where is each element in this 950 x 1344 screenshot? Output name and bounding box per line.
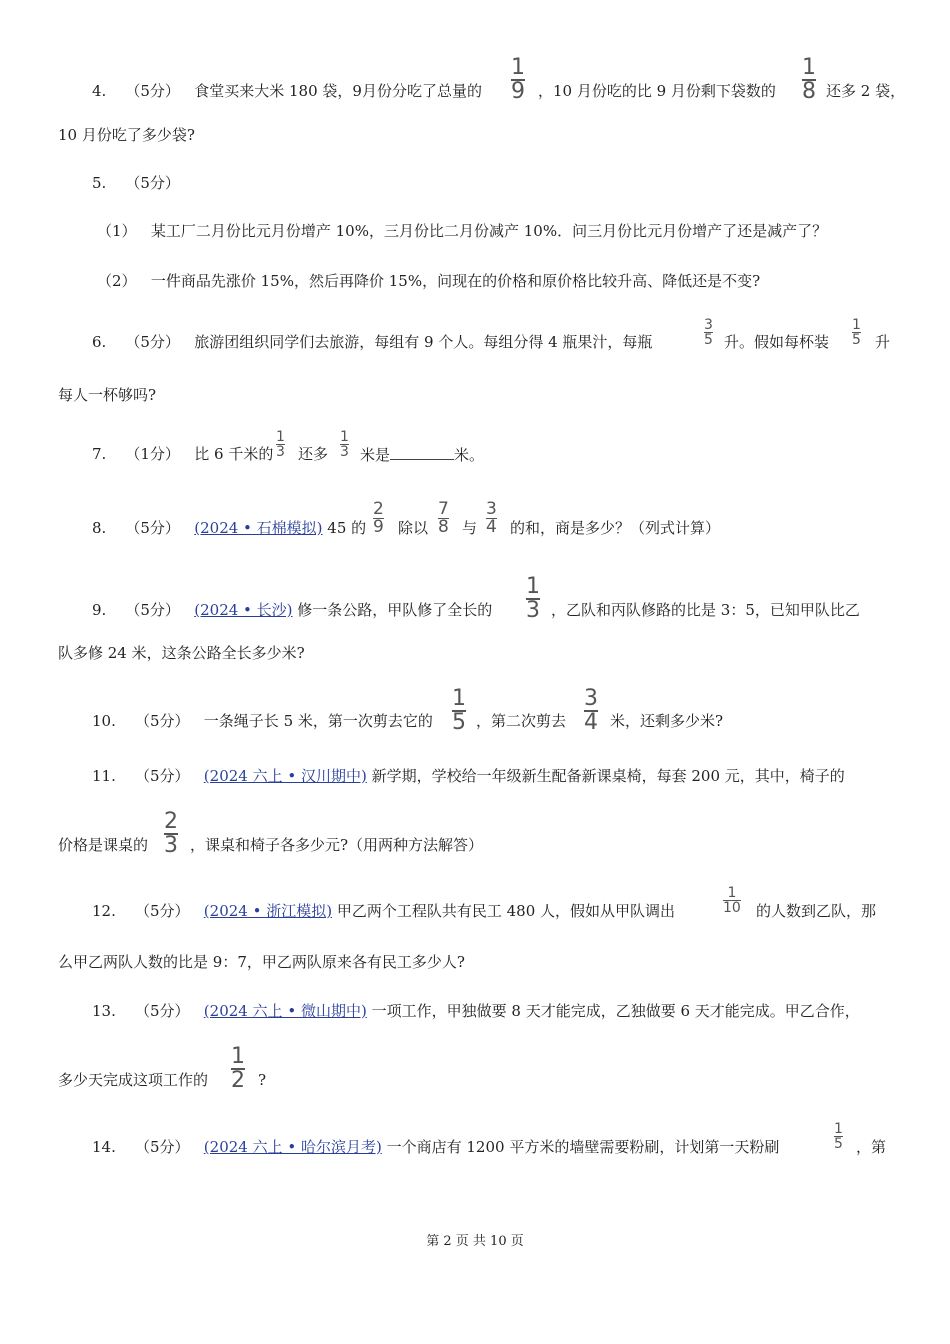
q14-line1 [92,1140,779,1155]
q6-fraction-1: 3 5 [704,317,713,348]
q8-line1 [92,521,366,536]
q12-source-link[interactable]: (2024 • 浙江模拟) [203,902,333,920]
q14-score: （5分） [134,1138,190,1156]
q10-score: （5分） [134,712,190,730]
q10-fraction-2: 3 4 [584,686,598,735]
q4-line2: 10 月份吃了多少袋? [58,126,195,144]
q14-text-1: 一个商店有 1200 平方米的墙壁需要粉刷，计划第一天粉刷 [386,1138,780,1156]
q5-score: （5分） [125,174,180,192]
q9-fraction-1: 1 3 [526,574,540,623]
q8-number: 8. [92,519,107,537]
q13-source-link[interactable]: (2024 六上 • 微山期中) [203,1002,367,1020]
q8-text-4: 的和，商是多少？（列式计算） [510,519,721,537]
q13-number: 13. [92,1002,116,1020]
q12-score: （5分） [134,902,190,920]
q12-text-1: 甲乙两个工程队共有民工 480 人，假如从甲队调出 [336,902,676,920]
q8-text-3: 与 [462,519,478,537]
q6-text-2: 升。假如每杯装 [724,333,830,351]
q11-text-1: 新学期，学校给一年级新生配备新课桌椅，每套 200 元，其中，椅子的 [371,767,845,785]
q9-number: 9. [92,601,107,619]
q10-line1 [92,714,433,729]
q13-line1 [92,1004,860,1019]
q4-text-1: 食堂买来大米 180 袋，9月份分吃了总量的 [194,82,482,100]
q9-line2: 队多修 24 米，这条公路全长多少米? [58,644,305,662]
q14-source-link[interactable]: (2024 六上 • 哈尔滨月考) [203,1138,382,1156]
q10-text-1: 一条绳子长 5 米，第一次剪去它的 [203,712,433,730]
q5-sub1 [97,224,827,239]
q4-fraction-2: 1 8 [802,55,816,104]
q14-text-2: ，第 [856,1138,887,1156]
q6-fraction-2: 1 5 [852,317,861,348]
q11-text-3: ，课桌和椅子各多少元?（用两种方法解答） [190,836,484,854]
q10-text-3: 米，还剩多少米? [610,712,724,730]
q11-text-2: 价格是课桌的 [58,836,149,854]
q4-fraction-1: 1 9 [511,55,525,104]
q8-fraction-1: 2 9 [373,499,384,537]
q5-sub2 [97,274,760,289]
q6-text-1: 旅游团组织同学们去旅游，每组有 9 个人。每组分得 4 瓶果汁，每瓶 [194,333,653,351]
q6-score: （5分） [125,333,180,351]
q7-fraction-1: 1 3 [276,429,285,460]
q13-text-1: 一项工作，甲独做要 8 天才能完成，乙独做要 6 天才能完成。甲乙合作， [371,1002,860,1020]
q14-number: 14. [92,1138,116,1156]
q6-text-3: 升 [875,333,891,351]
q9-score: （5分） [125,601,180,619]
q9-line1 [92,603,492,618]
q7-text-2: 还多 [298,445,329,463]
q14-fraction-1: 1 5 [834,1121,843,1152]
q8-fraction-2: 7 8 [438,499,449,537]
q5-sub2-text: 一件商品先涨价 15%，然后再降价 15%，问现在的价格和原价格比较升高、降低还是不变? [150,272,761,290]
q11-source-link[interactable]: (2024 六上 • 汉川期中) [203,767,367,785]
q8-score: （5分） [125,519,180,537]
q7-line1 [92,447,273,462]
q12-number: 12. [92,902,116,920]
q11-score: （5分） [134,767,190,785]
q13-text-2: 多少天完成这项工作的 [58,1071,209,1089]
q7-text-1: 比 6 千米的 [194,445,274,463]
q8-text-1: 45 的 [327,519,367,537]
q12-line2: 么甲乙两队人数的比是 9：7，甲乙两队原来各有民工多少人? [58,953,465,971]
q12-fraction-1: 1 10 [723,885,741,916]
q10-number: 10. [92,712,116,730]
q4-score: （5分） [125,82,180,100]
q13-fraction-1: 1 2 [231,1044,245,1093]
q8-text-2: 除以 [398,519,429,537]
q7-score: （1分） [125,445,180,463]
q7-answer-blank [390,447,454,460]
q4-text-2: ，10 月份吃的比 9 月份剩下袋数的 [538,82,776,100]
q5-number: 5. [92,174,107,192]
q7-number: 7. [92,445,107,463]
q4-line1 [92,84,482,99]
q10-fraction-1: 1 5 [452,686,466,735]
q5-sub1-number: （1） [97,222,137,240]
q7-text-3: 米是 米。 [360,446,485,464]
q4-number: 4. [92,82,107,100]
q9-source-link[interactable]: (2024 • 长沙) [194,601,293,619]
q5-sub1-text: 某工厂二月份比元月份增产 10%，三月份比二月份减产 10%．问三月份比元月份增产了还是减产了？ [150,222,828,240]
q12-line1 [92,904,675,919]
q11-fraction-1: 2 3 [164,809,178,858]
q8-source-link[interactable]: (2024 • 石棉模拟) [194,519,323,537]
q6-line1 [92,335,652,350]
q10-text-2: ，第二次剪去 [476,712,567,730]
q11-line1 [92,769,845,784]
q13-text-3: ? [258,1071,267,1089]
q5-sub2-number: （2） [97,272,137,290]
q5-header [92,176,180,191]
q7-fraction-2: 1 3 [340,429,349,460]
q11-number: 11. [92,767,116,785]
q13-score: （5分） [134,1002,190,1020]
q6-line2: 每人一杯够吗? [58,386,157,404]
q6-number: 6. [92,333,107,351]
q9-text-1: 修一条公路，甲队修了全长的 [297,601,493,619]
q12-text-2: 的人数到乙队，那 [756,902,877,920]
q4-text-3: 还多 2 袋， [826,82,906,100]
q8-fraction-3: 3 4 [486,499,497,537]
page-footer: 第 2 页 共 10 页 [426,1234,524,1249]
q9-text-2: ，乙队和丙队修路的比是 3：5，已知甲队比乙 [551,601,860,619]
